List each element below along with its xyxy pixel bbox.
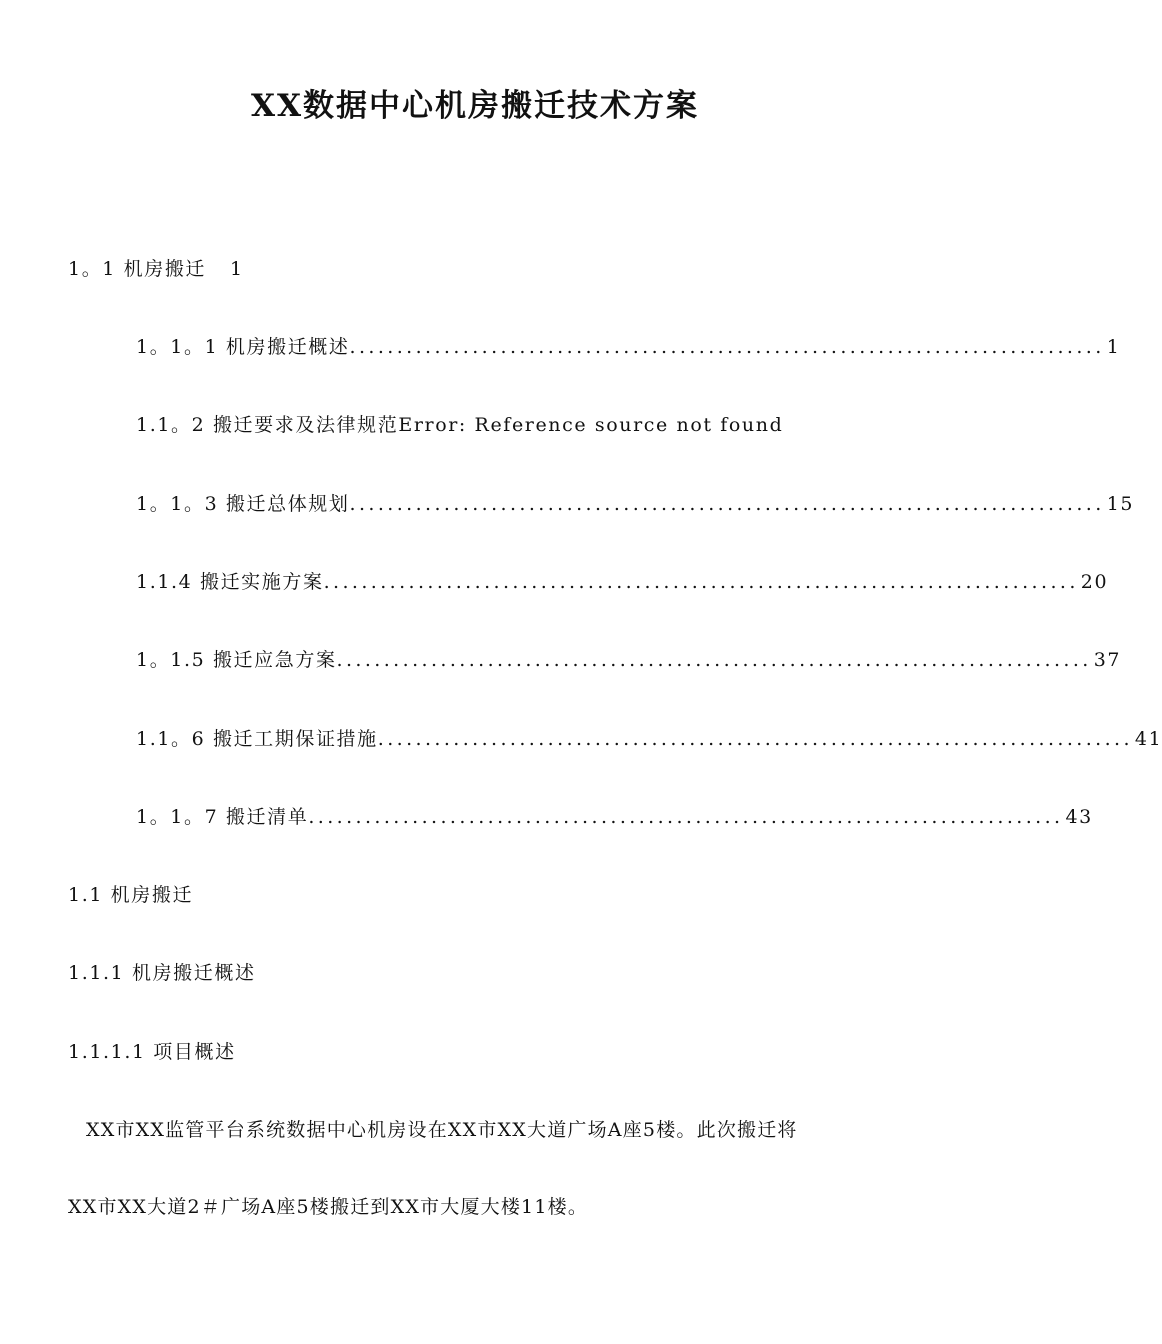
toc-entry-page: 37 bbox=[1093, 649, 1122, 671]
toc-leader-dots: ................................................................................ bbox=[349, 493, 1105, 515]
toc-entry-label: 1.1.4 搬迁实施方案 bbox=[136, 571, 324, 593]
toc-entry[interactable] bbox=[136, 567, 1109, 594]
toc-leader-dots: ................................................................................ bbox=[336, 649, 1092, 671]
toc-entry[interactable] bbox=[136, 802, 1093, 829]
toc-top-entry-page: 1 bbox=[230, 258, 244, 280]
heading-level-3: 1.1.1.1 项目概述 bbox=[68, 1041, 236, 1063]
toc-entry-label: 1.1。6 搬迁工期保证措施 bbox=[136, 728, 378, 750]
toc-entry-label: 1。1。7 搬迁清单 bbox=[136, 806, 309, 828]
toc-entry-page: 15 bbox=[1106, 493, 1135, 515]
toc-entry-page: 1 bbox=[1106, 336, 1121, 358]
toc-entry-label: 1。1。3 搬迁总体规划 bbox=[136, 493, 350, 515]
toc-entry-page: Error: Reference source not found bbox=[398, 414, 784, 436]
toc-top-entry-label: 1。1 机房搬迁 bbox=[68, 258, 207, 280]
heading-level-2: 1.1.1 机房搬迁概述 bbox=[68, 962, 256, 984]
toc-entry[interactable] bbox=[136, 489, 1135, 516]
toc-leader-dots: ................................................................................ bbox=[323, 571, 1079, 593]
heading-level-1: 1.1 机房搬迁 bbox=[68, 884, 194, 906]
toc-top-entry[interactable] bbox=[68, 254, 244, 281]
toc-entry-label: 1。1.5 搬迁应急方案 bbox=[136, 649, 337, 671]
toc-leader-dots: ................................................................................ bbox=[349, 336, 1105, 358]
toc-entry[interactable] bbox=[136, 332, 1121, 359]
toc-entry[interactable] bbox=[136, 724, 1162, 751]
toc-entry-page: 41 bbox=[1134, 728, 1162, 750]
toc-leader-dots: ................................................................................ bbox=[377, 728, 1133, 750]
body-paragraph-line: XX市XX监管平台系统数据中心机房设在XX市XX大道广场A座5楼。此次搬迁将 bbox=[86, 1119, 798, 1141]
toc-leader-dots: ................................................................................ bbox=[308, 806, 1064, 828]
toc-entry-label: 1。1。1 机房搬迁概述 bbox=[136, 336, 350, 358]
toc-entry-page: 43 bbox=[1065, 806, 1093, 828]
body-paragraph-line: XX市XX大道2＃广场A座5楼搬迁到XX市大厦大楼11楼。 bbox=[68, 1196, 589, 1218]
toc-entry-label: 1.1。2 搬迁要求及法律规范 bbox=[136, 414, 399, 436]
document-title: XX数据中心机房搬迁技术方案 bbox=[250, 88, 700, 124]
toc-entry-page: 20 bbox=[1080, 571, 1109, 593]
toc-entry[interactable] bbox=[136, 645, 1122, 672]
toc-entry[interactable] bbox=[136, 410, 783, 437]
